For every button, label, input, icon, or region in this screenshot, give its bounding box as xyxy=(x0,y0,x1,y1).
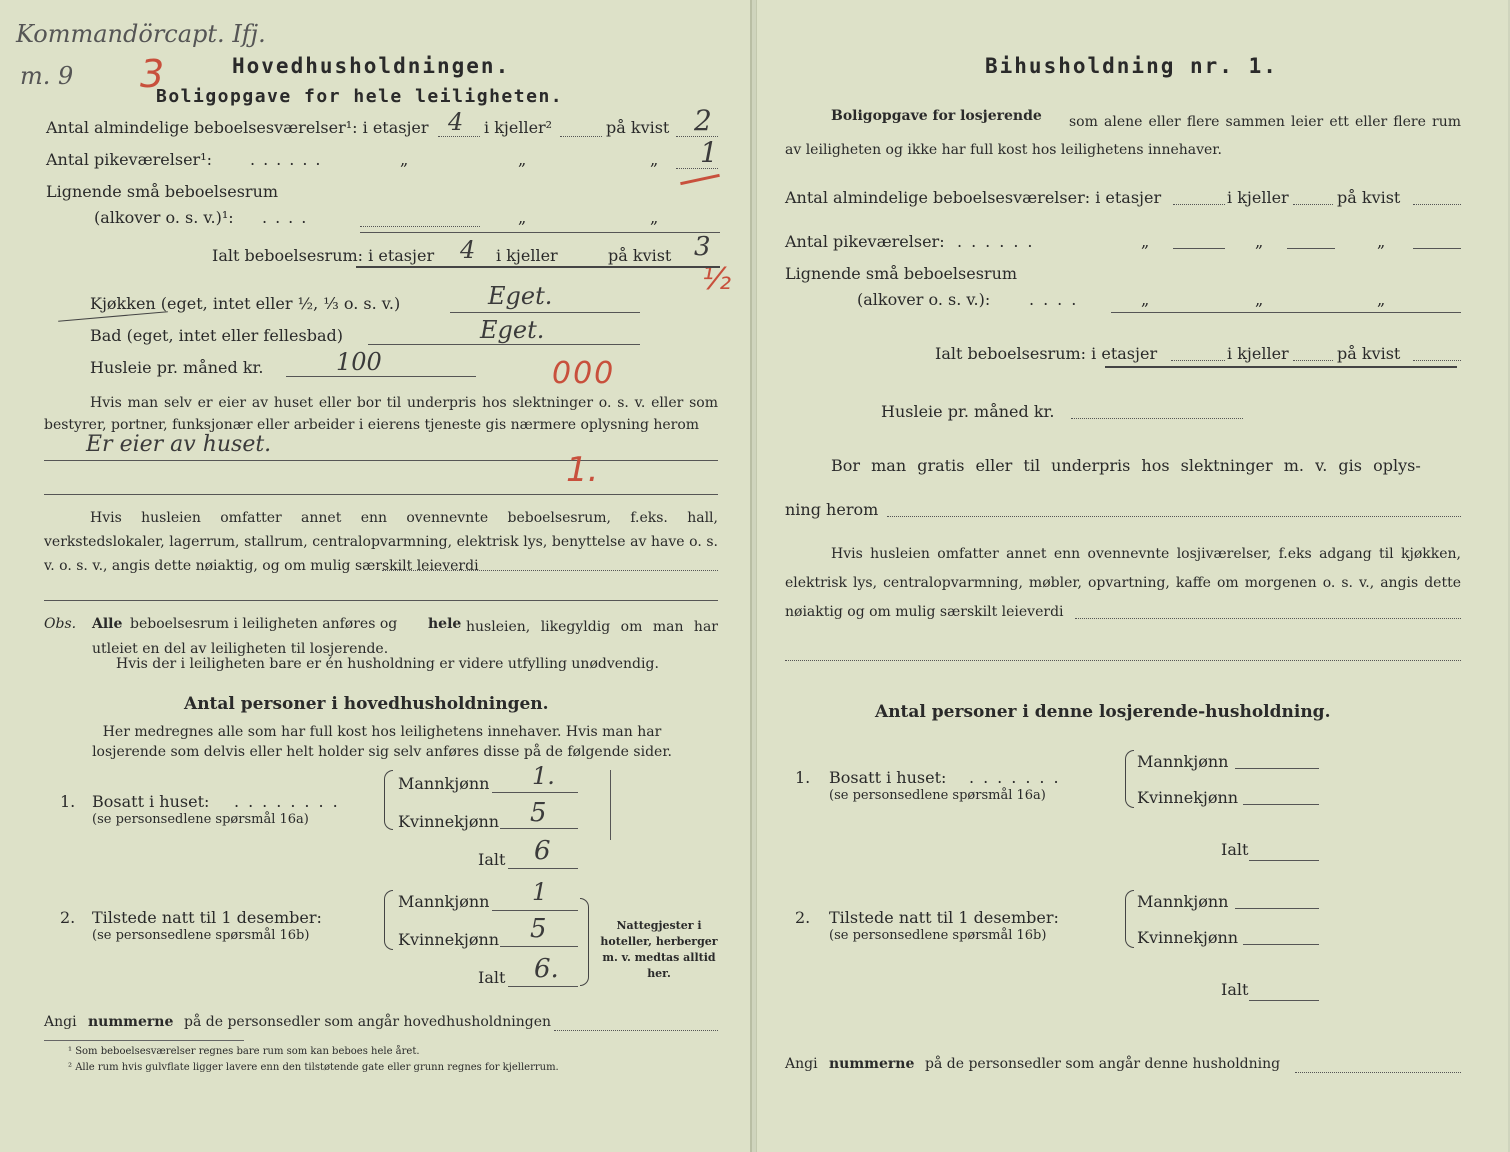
row2-label: Antal pikeværelser¹: xyxy=(46,150,212,169)
right-row2-label: Antal pikeværelser: xyxy=(785,232,945,251)
q2-mann-label: Mannkjønn xyxy=(398,892,490,911)
angi-a: Angi xyxy=(44,1014,77,1030)
right-q1-ialt-label: Ialt xyxy=(1221,840,1249,859)
right-angi-a: Angi xyxy=(785,1056,818,1072)
right-persons-title: Antal personer i denne losjerende-husholdning. xyxy=(875,702,1331,722)
right-q2-mann-line xyxy=(1235,908,1319,909)
row3-ditto-3: „ xyxy=(650,208,659,227)
kjokken-label: Kjøkken (eget, intet eller ½, ⅓ o. s. v.) xyxy=(90,294,401,313)
right-row1-kjeller-line xyxy=(1293,204,1333,205)
q2-number: 2. xyxy=(60,908,76,927)
right-row3-ditto-3: „ xyxy=(1377,290,1386,309)
right-angi-nummerne: nummerne xyxy=(829,1056,915,1072)
right-ialt-underline xyxy=(1105,366,1457,368)
eier-value: Er eier av huset. xyxy=(86,432,272,457)
right-q2-kvinne-label: Kvinnekjønn xyxy=(1137,928,1239,947)
right-q2-ialt-line xyxy=(1249,1000,1319,1001)
ialt-kjeller-label: i kjeller xyxy=(496,246,558,265)
husleie-value: 100 xyxy=(336,348,382,376)
right-row2-ditto-3: „ xyxy=(1377,232,1386,251)
right-ialt-etasjer-line xyxy=(1171,360,1225,361)
q1-ialt-line xyxy=(508,868,578,869)
right-ialt-label: Ialt beboelsesrum: i etasjer xyxy=(935,344,1158,363)
right-q1-kvinne-label: Kvinnekjønn xyxy=(1137,788,1239,807)
right-ialt-kjeller-line xyxy=(1293,360,1333,361)
right-q1-sub: (se personsedlene spørsmål 16a) xyxy=(829,788,1046,803)
husleie-line xyxy=(286,376,476,377)
red-000: 000 xyxy=(552,356,616,391)
obs-label: Obs. xyxy=(44,616,77,632)
bad-value: Eget. xyxy=(480,316,545,344)
bad-label: Bad (eget, intet eller fellesbad) xyxy=(90,326,343,345)
q1-kvinne-line xyxy=(500,828,578,829)
omfatter-rule xyxy=(44,600,718,601)
page-title: Hovedhusholdningen. xyxy=(232,54,511,78)
q1-kvinne-label: Kvinnekjønn xyxy=(398,812,500,831)
obs-text-b: beboelsesrum i leiligheten anføres og xyxy=(130,616,398,632)
q2-ialt-line xyxy=(508,986,578,987)
right-q1-ialt-line xyxy=(1249,860,1319,861)
obs-alle: Alle xyxy=(92,616,123,632)
ialt-kvist-label: på kvist xyxy=(608,246,672,265)
row1-etasjer-value: 4 xyxy=(448,108,464,136)
red-mark-half: ½ xyxy=(702,262,732,297)
right-husleie-line xyxy=(1071,418,1243,419)
right-row2-line-2 xyxy=(1287,248,1335,249)
right-q2-mann-label: Mannkjønn xyxy=(1137,892,1229,911)
right-ialt-kvist-line xyxy=(1413,360,1461,361)
row3-label-b: (alkover o. s. v.)¹: xyxy=(94,208,234,227)
right-intro-bold: Boligopgave for losjerende xyxy=(831,108,1042,124)
row3-ditto-2: „ xyxy=(518,208,527,227)
q2-mann-line xyxy=(492,910,578,911)
right-omfatter-text: Hvis husleien omfatter annet enn ovennevnte losjiværelser, f.eks adgang til kjøkken, elektrisk lys, centralopvarmning, møbler, opvartning, kaffe om morgenen o. s. v., angis dette nøiaktig og om mulig særskilt leieverdi xyxy=(785,546,1461,620)
right-q1-dots: ....... xyxy=(969,768,1068,787)
right-row1-etasjer-line xyxy=(1173,204,1225,205)
right-row3-label-b: (alkover o. s. v.): xyxy=(857,290,991,309)
q1-mann-value: 1. xyxy=(532,762,555,790)
right-ialt-kjeller: i kjeller xyxy=(1227,344,1289,363)
left-page xyxy=(0,0,752,1152)
right-row2-ditto-2: „ xyxy=(1255,232,1264,251)
right-row2-ditto-1: „ xyxy=(1141,232,1150,251)
q2-kvinne-label: Kvinnekjønn xyxy=(398,930,500,949)
right-row3-dots: .... xyxy=(1029,290,1086,309)
q1-sub: (se personsedlene spørsmål 16a) xyxy=(92,812,309,827)
row1-kjeller-label: i kjeller² xyxy=(484,118,553,137)
row1-kvist-value: 2 xyxy=(694,104,712,137)
right-row2-line-1 xyxy=(1173,248,1225,249)
ialt-etasjer-value: 4 xyxy=(460,236,476,264)
right-q2-label: Tilstede natt til 1 desember: xyxy=(829,908,1059,927)
footnote-2: ² Alle rum hvis gulvflate ligger lavere enn den tilstøtende gate eller grunn regnes for kjellerrum. xyxy=(68,1062,559,1073)
row2-kvist-value: 1 xyxy=(700,136,718,169)
right-q2-brace xyxy=(1125,890,1134,948)
right-q2-number: 2. xyxy=(795,908,811,927)
ialt-underline xyxy=(356,266,720,268)
persons-text: Her medregnes alle som har full kost hos leilighetens innehaver. Hvis man har losjerende som delvis eller helt holder sig selv anføres disse på de følgende sider. xyxy=(92,724,672,760)
angi-c: på de personsedler som angår hovedhusholdningen xyxy=(184,1014,551,1030)
right-angi-line xyxy=(1295,1072,1461,1073)
right-ialt-kvist: på kvist xyxy=(1337,344,1401,363)
page-subtitle: Boligopgave for hele leiligheten. xyxy=(156,86,564,107)
row3-line-1 xyxy=(360,226,480,227)
omfatter-text: Hvis husleien omfatter annet enn ovennevnte beboelsesrum, f.eks. hall, verkstedslokaler, lagerrum, stallrum, centralopvarmning, elektrisk lys, benyttelse av have o. s. v. o. s. v., angis dette nøiaktig, og om mulig særskilt leieverdi xyxy=(44,510,718,574)
right-q1-mann-label: Mannkjønn xyxy=(1137,752,1229,771)
q2-kvinne-value: 5 xyxy=(530,914,547,944)
row3-underline xyxy=(360,232,720,233)
kjokken-value: Eget. xyxy=(488,282,553,310)
q1-label: Bosatt i huset: xyxy=(92,792,210,811)
red-stroke xyxy=(680,174,720,185)
row3-dots: .... xyxy=(262,208,315,227)
row2-dots: ...... xyxy=(250,150,329,169)
obs-text-d: husleien, likegyldig om man har utleiet en del av leiligheten til losjerende. xyxy=(92,619,718,657)
right-gratis-a: Bor man gratis eller til underpris hos slektninger m. v. gis oplys- xyxy=(831,456,1421,475)
nattegjester-brace xyxy=(580,898,589,986)
right-omfatter-line xyxy=(1075,618,1461,619)
right-q2-ialt-label: Ialt xyxy=(1221,980,1249,999)
right-row3-label-a: Lignende små beboelsesrum xyxy=(785,264,1018,283)
row3-label-a: Lignende små beboelsesrum xyxy=(46,182,279,201)
footnote-1: ¹ Som beboelsesværelser regnes bare rum som kan beboes hele året. xyxy=(68,1046,420,1057)
q2-ialt-label: Ialt xyxy=(478,968,506,987)
right-q1-label: Bosatt i huset: xyxy=(829,768,947,787)
right-title: Bihusholdning nr. 1. xyxy=(985,54,1278,78)
q2-kvinne-line xyxy=(500,946,578,947)
q2-ialt-value: 6. xyxy=(534,954,559,984)
margin-note-owner: Kommandörcapt. Ifj. xyxy=(16,20,266,48)
ialt-kvist-value: 3 xyxy=(694,232,711,262)
row2-ditto-2: „ xyxy=(518,150,527,169)
q1-kvinne-value: 5 xyxy=(530,798,547,828)
right-page xyxy=(756,0,1508,1152)
right-gratis-b: ning herom xyxy=(785,500,879,519)
row2-ditto-3: „ xyxy=(650,150,659,169)
q1-side-stroke xyxy=(606,770,611,840)
eier-text: Hvis man selv er eier av huset eller bor til underpris hos slektninger o. s. v. eller som bestyrer, portner, funksjonær eller arbeider i eierens tjeneste gis nærmere oplysning herom xyxy=(44,395,718,433)
right-q2-kvinne-line xyxy=(1243,944,1319,945)
row1-kvist-label: på kvist xyxy=(606,118,670,137)
obs-hele: hele xyxy=(428,616,462,632)
right-gratis-line xyxy=(887,516,1461,517)
q2-brace xyxy=(384,890,393,950)
right-row3-ditto-1: „ xyxy=(1141,290,1150,309)
right-row1-kjeller: i kjeller xyxy=(1227,188,1289,207)
q2-mann-value: 1 xyxy=(532,878,548,906)
right-omfatter-line-2 xyxy=(785,660,1461,661)
right-row2-dots: ...... xyxy=(957,232,1042,251)
q1-dots: ........ xyxy=(234,792,347,811)
eier-line-2 xyxy=(44,494,718,495)
right-angi-c: på de personsedler som angår denne husholdning xyxy=(925,1056,1281,1072)
omfatter-line xyxy=(382,570,718,571)
right-row3-underline xyxy=(1111,312,1461,313)
q1-ialt-value: 6 xyxy=(534,836,551,866)
husleie-label: Husleie pr. måned kr. xyxy=(90,358,264,377)
right-husleie-label: Husleie pr. måned kr. xyxy=(881,402,1055,421)
row1-label: Antal almindelige beboelsesværelser¹: i etasjer xyxy=(46,118,429,137)
right-row3-ditto-2: „ xyxy=(1255,290,1264,309)
q1-mann-label: Mannkjønn xyxy=(398,774,490,793)
right-row1-label: Antal almindelige beboelsesværelser: i etasjer xyxy=(785,188,1162,207)
right-q1-number: 1. xyxy=(795,768,811,787)
q1-ialt-label: Ialt xyxy=(478,850,506,869)
eier-line-1 xyxy=(44,460,718,461)
right-row1-kvist-line xyxy=(1413,204,1461,205)
q2-sub: (se personsedlene spørsmål 16b) xyxy=(92,928,310,943)
row1-etasjer-line xyxy=(438,136,480,137)
right-q1-brace xyxy=(1125,750,1134,808)
right-q2-sub: (se personsedlene spørsmål 16b) xyxy=(829,928,1047,943)
red-mark-3: 3 xyxy=(140,52,165,96)
footnote-rule xyxy=(44,1040,244,1041)
red-1: 1. xyxy=(566,450,599,490)
q1-number: 1. xyxy=(60,792,76,811)
q2-label: Tilstede natt til 1 desember: xyxy=(92,908,322,927)
margin-note-number: m. 9 xyxy=(20,62,74,90)
right-intro-text: som alene eller flere sammen leier ett eller flere rum av leiligheten og ikke har full kost hos leilighetens innehaver. xyxy=(785,114,1461,158)
nattegjester-note: Nattegjester i hoteller, herberger m. v. medtas alltid her. xyxy=(600,919,718,980)
right-q1-kvinne-line xyxy=(1243,804,1319,805)
kjokken-line xyxy=(450,312,640,313)
q1-brace xyxy=(384,770,393,830)
q1-mann-line xyxy=(492,792,578,793)
angi-line xyxy=(554,1030,718,1031)
right-q1-mann-line xyxy=(1235,768,1319,769)
right-row2-line-3 xyxy=(1413,248,1461,249)
right-row1-kvist: på kvist xyxy=(1337,188,1401,207)
obs-text-e: Hvis der i leiligheten bare er én husholdning er videre utfylling unødvendig. xyxy=(116,656,659,672)
persons-title: Antal personer i hovedhusholdningen. xyxy=(184,694,549,714)
angi-nummerne: nummerne xyxy=(88,1014,174,1030)
row2-ditto-1: „ xyxy=(400,150,409,169)
row1-kjeller-line xyxy=(560,136,602,137)
bad-line xyxy=(368,344,640,345)
ialt-label: Ialt beboelsesrum: i etasjer xyxy=(212,246,435,265)
